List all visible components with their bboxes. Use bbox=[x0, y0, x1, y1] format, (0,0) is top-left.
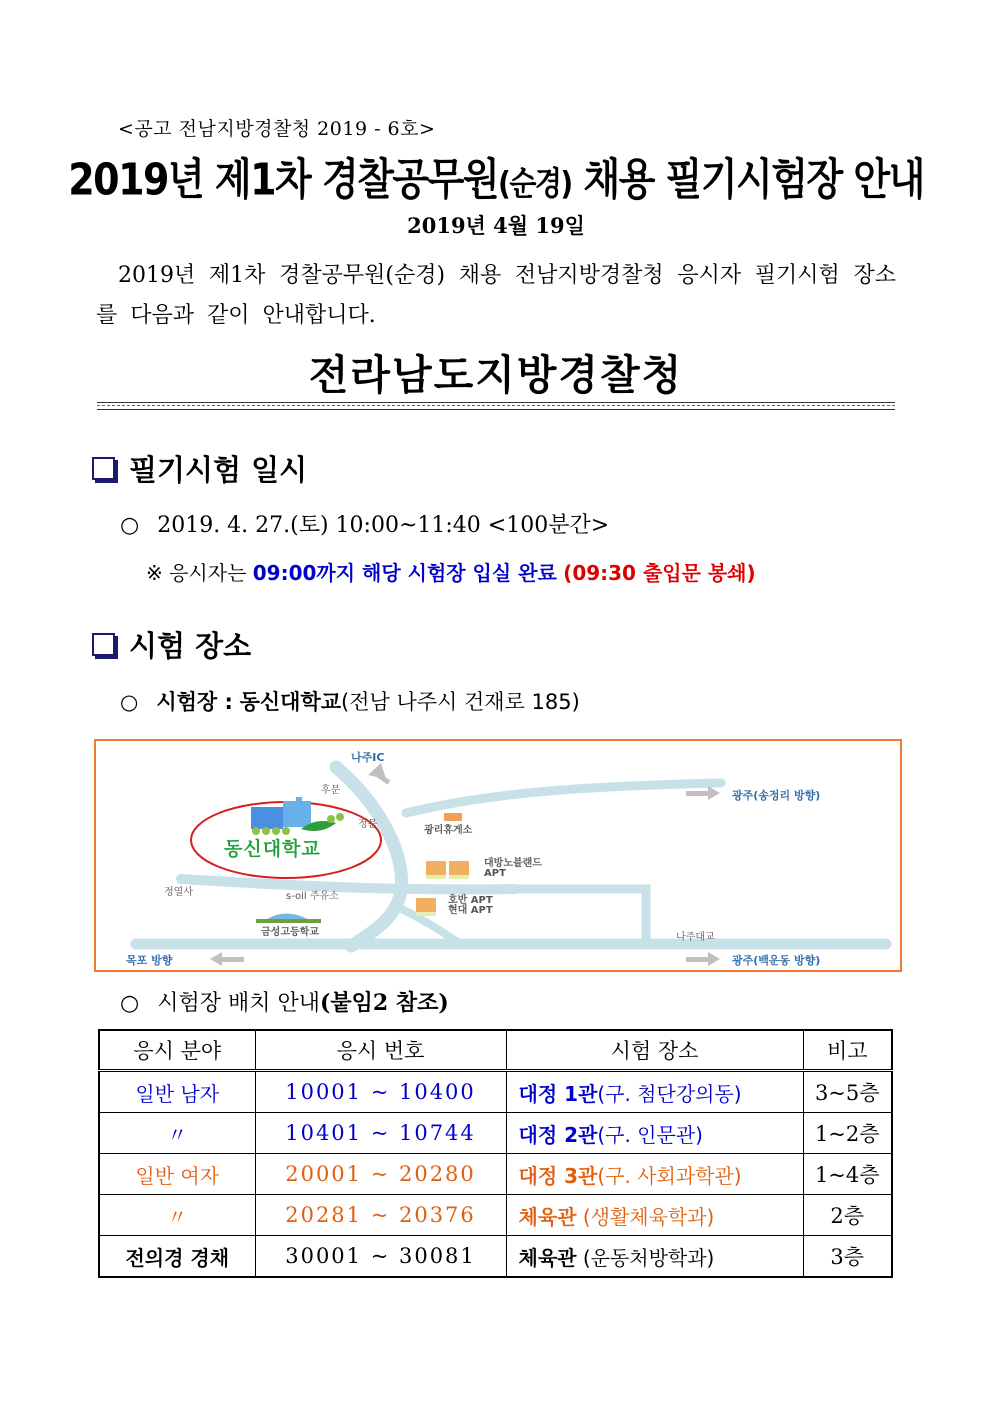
circle-bullet-icon: ○ bbox=[120, 690, 139, 714]
map-label-temple: 정열사 bbox=[164, 887, 193, 898]
gate-close-time: (09:30 출입문 봉쇄) bbox=[563, 561, 756, 585]
cell-numbers: 20001 ~ 20280 bbox=[255, 1154, 506, 1195]
cell-venue: 대정 2관(구. 인문관) bbox=[506, 1113, 803, 1154]
map-label-naju-ic: 나주IC bbox=[351, 751, 385, 764]
map-label-daebang-apt: 대방노블랜드 APT bbox=[484, 858, 542, 879]
entry-deadline: 09:00까지 해당 시험장 입실 완료 bbox=[252, 561, 557, 585]
location-map bbox=[94, 739, 902, 972]
table-row bbox=[99, 1236, 892, 1278]
cell-category: 일반 남자 bbox=[99, 1071, 255, 1113]
map-label-bridge: 나주대교 bbox=[676, 932, 715, 943]
section-heading-schedule bbox=[92, 448, 307, 489]
map-label-gas-station: s-oil 주유소 bbox=[286, 891, 339, 902]
cell-numbers: 10001 ~ 10400 bbox=[255, 1071, 506, 1113]
cell-venue: 체육관 (생활체육학과) bbox=[506, 1195, 803, 1236]
circle-bullet-icon: ○ bbox=[120, 513, 140, 538]
page-title bbox=[0, 144, 992, 207]
intro-paragraph: 2019년 제1차 경찰공무원(순경) 채용 전남지방경찰청 응시자 필기시험 장소를 다음과 같이 안내합니다. bbox=[96, 263, 896, 328]
entry-notice bbox=[146, 557, 756, 586]
section-heading-location bbox=[92, 624, 251, 665]
header-category: 응시 분야 bbox=[99, 1030, 255, 1071]
notice-number: <공고 전남지방경찰청 2019 - 6호> bbox=[118, 118, 436, 140]
checkbox-square-icon bbox=[92, 457, 115, 480]
map-label-main-gate: 정문 bbox=[358, 819, 378, 830]
map-label-mokpo: 목포 방향 bbox=[126, 954, 173, 967]
cell-category: 전의경 경채 bbox=[99, 1236, 255, 1278]
map-label-hoban-hyundai-apt: 호반 APT 현대 APT bbox=[448, 895, 493, 916]
map-label-back-gate: 후문 bbox=[321, 785, 341, 796]
header-venue: 시험 장소 bbox=[506, 1030, 803, 1071]
map-label-rest-area: 광리휴게소 bbox=[424, 825, 473, 836]
cell-numbers: 30001 ~ 30081 bbox=[255, 1236, 506, 1278]
venue-address: (전남 나주시 건재로 185) bbox=[341, 690, 580, 714]
exam-venue-table bbox=[98, 1029, 893, 1278]
circle-bullet-icon: ○ bbox=[120, 991, 140, 1016]
cell-note: 2층 bbox=[803, 1195, 892, 1236]
venue-name: 동신대학교 bbox=[239, 690, 342, 714]
exam-datetime-line bbox=[120, 508, 609, 539]
cell-category: 〃 bbox=[99, 1195, 255, 1236]
section-title: 필기시험 일시 bbox=[129, 453, 308, 487]
map-roads bbox=[96, 741, 900, 970]
double-divider bbox=[97, 402, 895, 410]
cell-venue: 대정 1관(구. 첨단강의동) bbox=[506, 1071, 803, 1113]
cell-venue: 대정 3관(구. 사회과학관) bbox=[506, 1154, 803, 1195]
cell-note: 3~5층 bbox=[803, 1071, 892, 1113]
venue-label: 시험장 : bbox=[156, 690, 233, 714]
cell-note: 1~4층 bbox=[803, 1154, 892, 1195]
header-note: 비고 bbox=[803, 1030, 892, 1071]
table-row bbox=[99, 1071, 892, 1113]
title-paren: (순경) bbox=[498, 164, 572, 203]
organization-name: 전라남도지방경찰청 bbox=[308, 351, 684, 399]
exam-datetime: 2019. 4. 27.(토) 10:00~11:40 <100분간> bbox=[157, 513, 610, 538]
map-label-gwangju-baekun: 광주(백운동 방향) bbox=[732, 954, 821, 967]
cell-category: 일반 여자 bbox=[99, 1154, 255, 1195]
table-header-row bbox=[99, 1030, 892, 1071]
header-numbers: 응시 번호 bbox=[255, 1030, 506, 1071]
map-label-high-school: 금성고등학교 bbox=[261, 927, 319, 938]
cell-note: 3층 bbox=[803, 1236, 892, 1278]
title-main: 2019년 제1차 경찰공무원 bbox=[68, 154, 499, 205]
announcement-date: 2019년 4월 19일 bbox=[407, 213, 585, 238]
venue-line bbox=[120, 686, 580, 716]
cell-note: 1~2층 bbox=[803, 1113, 892, 1154]
cell-numbers: 20281 ~ 20376 bbox=[255, 1195, 506, 1236]
title-rest: 채용 필기시험장 안내 bbox=[571, 154, 924, 205]
table-row bbox=[99, 1113, 892, 1154]
table-row bbox=[99, 1154, 892, 1195]
layout-guide-ref: (붙임2 참조) bbox=[319, 990, 449, 1016]
cell-numbers: 10401 ~ 10744 bbox=[255, 1113, 506, 1154]
map-label-gwangju-songjeong: 광주(송정리 방향) bbox=[732, 789, 821, 802]
layout-guide-line bbox=[120, 986, 449, 1017]
layout-guide-label: 시험장 배치 안내 bbox=[157, 991, 320, 1016]
cell-category: 〃 bbox=[99, 1113, 255, 1154]
table-row bbox=[99, 1195, 892, 1236]
cell-venue: 체육관 (운동처방학과) bbox=[506, 1236, 803, 1278]
section-title: 시험 장소 bbox=[129, 629, 252, 663]
note-prefix: ※ 응시자는 bbox=[146, 561, 253, 585]
checkbox-square-icon bbox=[92, 633, 115, 656]
map-label-university: 동신대학교 bbox=[224, 838, 321, 860]
